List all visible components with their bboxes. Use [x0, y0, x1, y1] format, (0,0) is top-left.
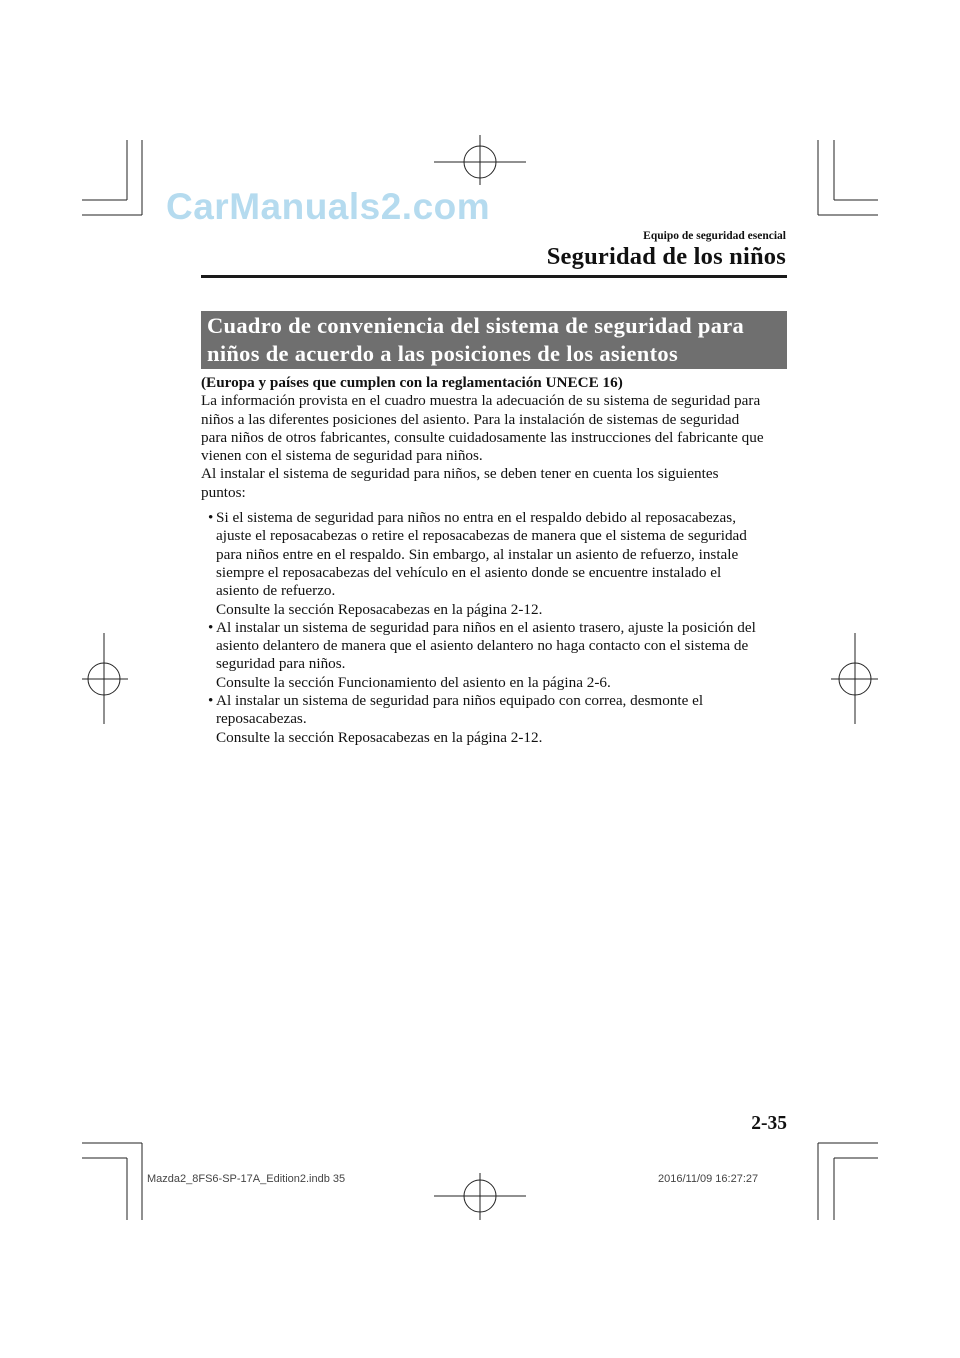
bullet-item [201, 692, 791, 747]
page-title: Seguridad de los niños [546, 243, 786, 270]
bullet-line: Al instalar un sistema de seguridad para niños en el asiento trasero, ajuste la posición del [216, 618, 756, 636]
bullet-line: Al instalar un sistema de seguridad para niños equipado con correa, desmonte el [216, 692, 704, 710]
section-title-line-1: Cuadro de conveniencia del sistema de seguridad para [207, 313, 745, 338]
bullet-line: seguridad para niños. [216, 655, 346, 673]
section-banner [201, 311, 787, 369]
bullet-marker: • [208, 618, 214, 636]
paragraph-line: vienen con el sistema de seguridad para niños. [201, 447, 483, 465]
bullet-item [201, 619, 791, 692]
bullet-line: Si el sistema de seguridad para niños no entra en el respaldo debido al reposacabezas, [216, 509, 736, 527]
footer-datetime: 2016/11/09 16:27:27 [658, 1173, 759, 1185]
bullet-line: Consulte la sección Funcionamiento del asiento en la página 2-6. [216, 673, 611, 691]
bullet-line: para niños entre en el respaldo. Sin embargo, al instalar un asiento de refuerzo, instale [216, 545, 739, 563]
bullet-marker: • [208, 509, 214, 527]
header-rule [201, 275, 787, 278]
bullet-line: ajuste el reposacabezas o retire el reposacabezas de manera que el sistema de seguridad [216, 527, 747, 545]
paragraph-line: puntos: [201, 483, 246, 501]
bullet-line: siempre el reposacabezas del vehículo en el asiento donde se encuentre instalado el [216, 563, 722, 581]
paragraph-line: para niños de otros fabricantes, consulte cuidadosamente las instrucciones del fabricante que [201, 428, 764, 446]
paragraph-line: niños a las diferentes posiciones del asiento. Para la instalación de sistemas de seguridad [201, 410, 740, 428]
bullet-line: reposacabezas. [216, 710, 307, 728]
header-section-label: Equipo de seguridad esencial [643, 230, 786, 242]
bullet-marker: • [208, 692, 214, 710]
bullet-line: Consulte la sección Reposacabezas en la página 2-12. [216, 728, 543, 746]
page-number: 2-35 [751, 1113, 787, 1134]
bullet-list [201, 509, 791, 747]
paragraph-line: Al instalar el sistema de seguridad para niños, se deben tener en cuenta los siguientes [201, 465, 719, 483]
paragraph-line: La información provista en el cuadro muestra la adecuación de su sistema de seguridad para [201, 392, 761, 410]
bullet-item [201, 509, 791, 619]
section-title-line-2: niños de acuerdo a las posiciones de los asientos [207, 341, 679, 366]
bullet-line: asiento de refuerzo. [216, 582, 336, 600]
watermark-logo: CarManuals2.com [166, 186, 491, 227]
body-text [201, 374, 791, 747]
bullet-line: asiento delantero de manera que el asiento delantero no haga contacto con el sistema de [216, 637, 749, 655]
bullet-line: Consulte la sección Reposacabezas en la página 2-12. [216, 600, 543, 618]
footer-file-name: Mazda2_8FS6-SP-17A_Edition2.indb 35 [147, 1173, 346, 1185]
region-heading: (Europa y países que cumplen con la reglamentación UNECE 16) [201, 374, 623, 391]
